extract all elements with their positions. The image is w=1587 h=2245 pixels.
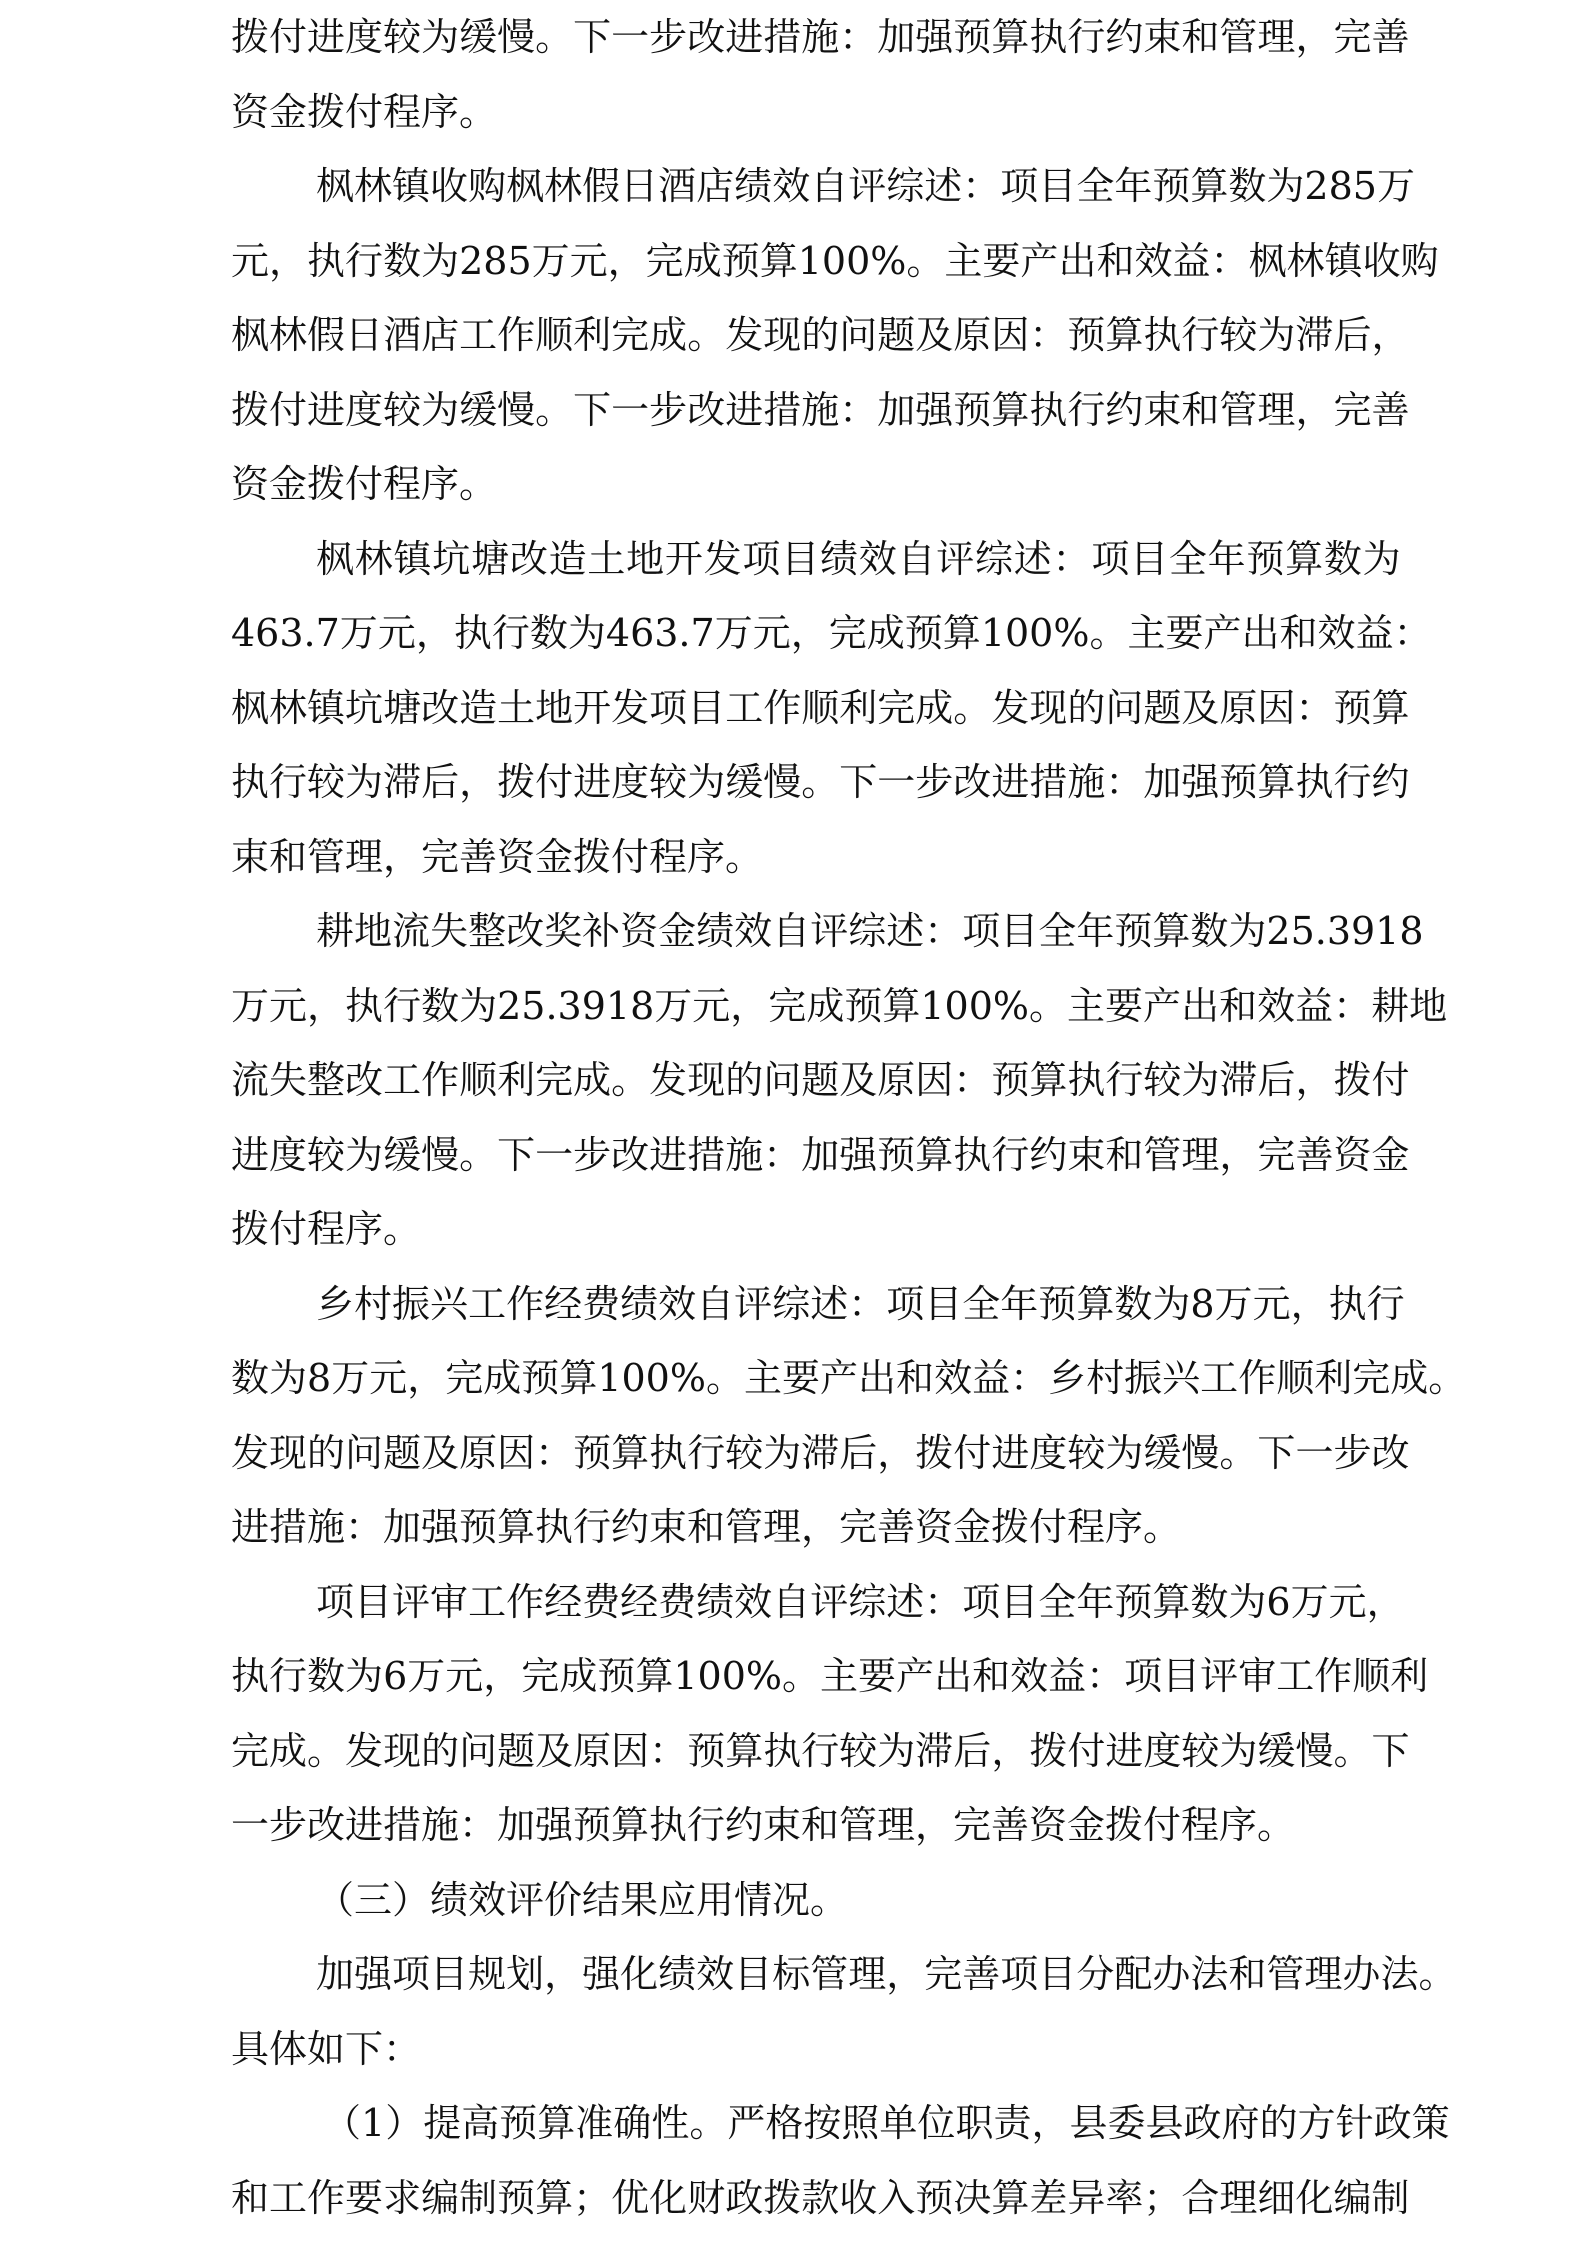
text-line: 元 ， 执 行 数 为 285 万 元 ， 完 成 预 算 100% 。 主 要 产 出 和 效 益 ： 枫 林 镇 收 购 [231,238,1439,283]
text-line: 463.7 万 元 ， 执 行 数 为 463.7 万 元 ， 完 成 预 算 100% 。 主 要 产 出 和 效 益 ： [231,611,1432,655]
text-line: 一步改进措施：加强预算执行约束和管理，完善资金拨付程序。 [231,1803,1296,1847]
text-line: 枫 林 镇 收 购 枫 林 假 日 酒 店 绩 效 自 评 综 述 ： 项 目 全 年 预 算 数 为 285 万 [316,164,1415,208]
text-line: 枫 林 镇 坑 塘 改 造 土 地 开 发 项 目 绩 效 自 评 综 述 ： 项 目 全 年 预 算 数 为 [316,536,1401,581]
text-line: 发 现 的 问 题 及 原 因 ： 预 算 执 行 较 为 滞 后 ， 拨 付 进 度 较 为 缓 慢 。 下 一 步 改 [231,1430,1410,1475]
text-line: 资金拨付程序。 [231,89,498,134]
text-line: 拨 付 进 度 较 为 缓 慢 。 下 一 步 改 进 措 施 ： 加 强 预 算 执 行 约 束 和 管 理 ， 完 善 [231,387,1410,432]
document-page [231,0,1467,2245]
text-line: 进 度 较 为 缓 慢 。 下 一 步 改 进 措 施 ： 加 强 预 算 执 行 约 束 和 管 理 ， 完 善 资 金 [231,1132,1410,1177]
text-line: 项 目 评 审 工 作 经 费 经 费 绩 效 自 评 综 述 ： 项 目 全 年 预 算 数 为 6 万 元 ， [316,1579,1405,1624]
text-line: 完 成 。 发 现 的 问 题 及 原 因 ： 预 算 执 行 较 为 滞 后 ， 拨 付 进 度 较 为 缓 慢 。 下 [231,1728,1410,1773]
text-line: 束和管理，完善资金拨付程序。 [231,834,764,879]
text-line: 枫 林 假 日 酒 店 工 作 顺 利 完 成 。 发 现 的 问 题 及 原 因 ： 预 算 执 行 较 为 滞 后 ， [231,313,1410,357]
text-line: 资金拨付程序。 [231,462,498,506]
text-line: 拨付程序。 [231,1207,422,1251]
text-line: 执 行 数 为 6 万 元 ， 完 成 预 算 100% 。 主 要 产 出 和 效 益 ： 项 目 评 审 工 作 顺 利 [231,1654,1429,1698]
text-line: 拨 付 进 度 较 为 缓 慢 。 下 一 步 改 进 措 施 ： 加 强 预 算 执 行 约 束 和 管 理 ， 完 善 [231,15,1410,59]
text-line: （ 1 ） 提 高 预 算 准 确 性 。 严 格 按 照 单 位 职 责 ， 县 委 县 政 府 的 方 针 政 策 [323,2101,1450,2145]
text-line: 万 元 ， 执 行 数 为 25.3918 万 元 ， 完 成 预 算 100% 。 主 要 产 出 和 效 益 ： 耕 地 [231,983,1448,1028]
text-line: 具体如下： [231,2026,422,2071]
text-line: 进措施：加强预算执行约束和管理，完善资金拨付程序。 [231,1505,1182,1549]
text-line: 耕 地 流 失 整 改 奖 补 资 金 绩 效 自 评 综 述 ： 项 目 全 年 预 算 数 为 25.3918 [316,909,1424,953]
text-line: 流 失 整 改 工 作 顺 利 完 成 。 发 现 的 问 题 及 原 因 ： 预 算 执 行 较 为 滞 后 ， 拨 付 [231,1058,1410,1102]
text-line: （三）绩效评价结果应用情况。 [316,1877,849,1922]
text-line: 和 工 作 要 求 编 制 预 算 ； 优 化 财 政 拨 款 收 入 预 决 算 差 异 率 ； 合 理 细 化 编 制 [231,2175,1410,2220]
text-line: 枫 林 镇 坑 塘 改 造 土 地 开 发 项 目 工 作 顺 利 完 成 。 发 现 的 问 题 及 原 因 ： 预 算 [231,685,1410,730]
text-line: 执 行 较 为 滞 后 ， 拨 付 进 度 较 为 缓 慢 。 下 一 步 改 进 措 施 ： 加 强 预 算 执 行 约 [231,760,1410,804]
text-line: 数 为 8 万 元 ， 完 成 预 算 100% 。 主 要 产 出 和 效 益 ： 乡 村 振 兴 工 作 顺 利 完 成 。 [231,1356,1467,1400]
text-line: 乡 村 振 兴 工 作 经 费 绩 效 自 评 综 述 ： 项 目 全 年 预 算 数 为 8 万 元 ， 执 行 [316,1281,1405,1326]
text-line: 加 强 项 目 规 划 ， 强 化 绩 效 目 标 管 理 ， 完 善 项 目 分 配 办 法 和 管 理 办 法 。 [316,1952,1457,1996]
